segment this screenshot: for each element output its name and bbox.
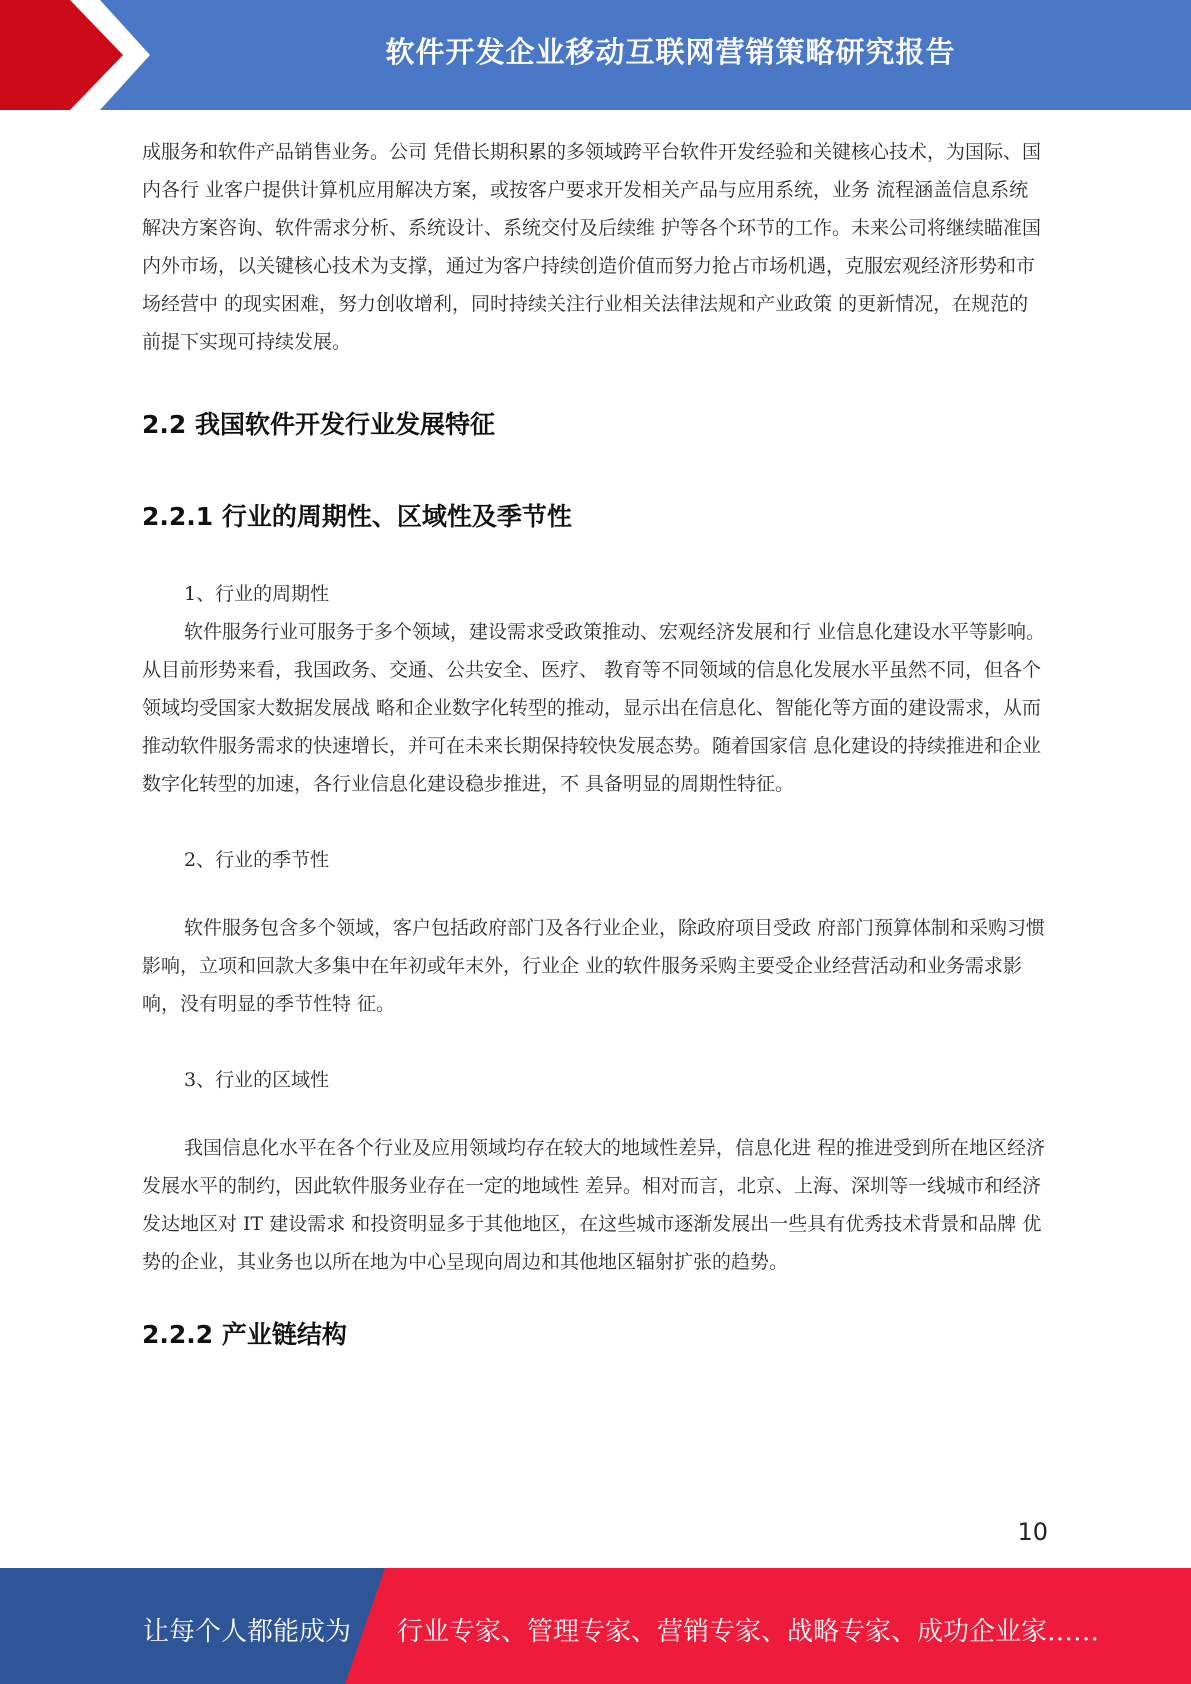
intro-paragraph: 成服务和软件产品销售业务。公司 凭借长期积累的多领域跨平台软件开发经验和关键核心技术，为国际、国内各行 业客户提供计算机应用解决方案，或按客户要求开发相关产品与应用系统，业务 流程涵盖信息系统解决方案咨询、软件需求分析、系统设计、系统交付及后续维 护等各个环节的工作。未来公司将继续瞄准国内外市场，以关键核心技术为支撑，通过为客户持续创造价值而努力抢占市场机遇，克服宏观经济形势和市场经营中 的现实困难，努力创收增利，同时持续关注行业相关法律法规和产业政策 的更新情况，在规范的前提下实现可持续发展。 xyxy=(142,141,1042,353)
page-number: 10 xyxy=(1017,1518,1048,1546)
item3-title: 3、行业的区域性 xyxy=(184,1069,330,1091)
report-title: 软件开发企业移动互联网营销策略研究报告 xyxy=(385,35,956,69)
section-2-2-heading: 2.2 我国软件开发行业发展特征 xyxy=(142,410,495,439)
item1-paragraph: 软件服务行业可服务于多个领域，建设需求受政策推动、宏观经济发展和行 业信息化建设水平等影响。从目前形势来看，我国政务、交通、公共安全、医疗、 教育等不同领域的信息化发展水平虽然不同，但各个领域均受国家大数据发展战 略和企业数字化转型的推动，显示出在信息化、智能化等方面的建设需求，从而 推动软件服务需求的快速增长，并可在未来长期保持较快发展态势。随着国家信 息化建设的持续推进和企业数字化转型的加速，各行业信息化建设稳步推进，不 具备明显的周期性特征。 xyxy=(142,621,1046,795)
page-footer xyxy=(0,1568,1191,1684)
item1-title: 1、行业的周期性 xyxy=(184,583,330,605)
footer-slogan-left: 让每个人都能成为 xyxy=(143,1617,352,1647)
footer-slogan-right: 行业专家、管理专家、营销专家、战略专家、成功企业家…… xyxy=(397,1617,1100,1647)
section-2-2-2-heading: 2.2.2 产业链结构 xyxy=(142,1320,347,1349)
item2-paragraph: 软件服务包含多个领域，客户包括政府部门及各行业企业，除政府项目受政 府部门预算体制和采购习惯影响，立项和回款大多集中在年初或年末外，行业企 业的软件服务采购主要受企业经营活动和业务需求影响，没有明显的季节性特 征。 xyxy=(142,917,1046,1015)
page-content xyxy=(142,133,1047,1351)
page-header xyxy=(0,0,1191,110)
item2-title: 2、行业的季节性 xyxy=(184,849,330,871)
section-2-2-1-heading: 2.2.1 行业的周期性、区域性及季节性 xyxy=(142,502,572,531)
item3-paragraph: 我国信息化水平在各个行业及应用领域均存在较大的地域性差异，信息化进 程的推进受到所在地区经济发展水平的制约，因此软件服务业存在一定的地域性 差异。相对而言，北京、上海、深圳等一线城市和经济发达地区对 IT 建设需求 和投资明显多于其他地区，在这些城市逐渐发展出一些具有优秀技术背景和品牌 优势的企业，其业务也以所在地为中心呈现向周边和其他地区辐射扩张的趋势。 xyxy=(142,1137,1046,1273)
